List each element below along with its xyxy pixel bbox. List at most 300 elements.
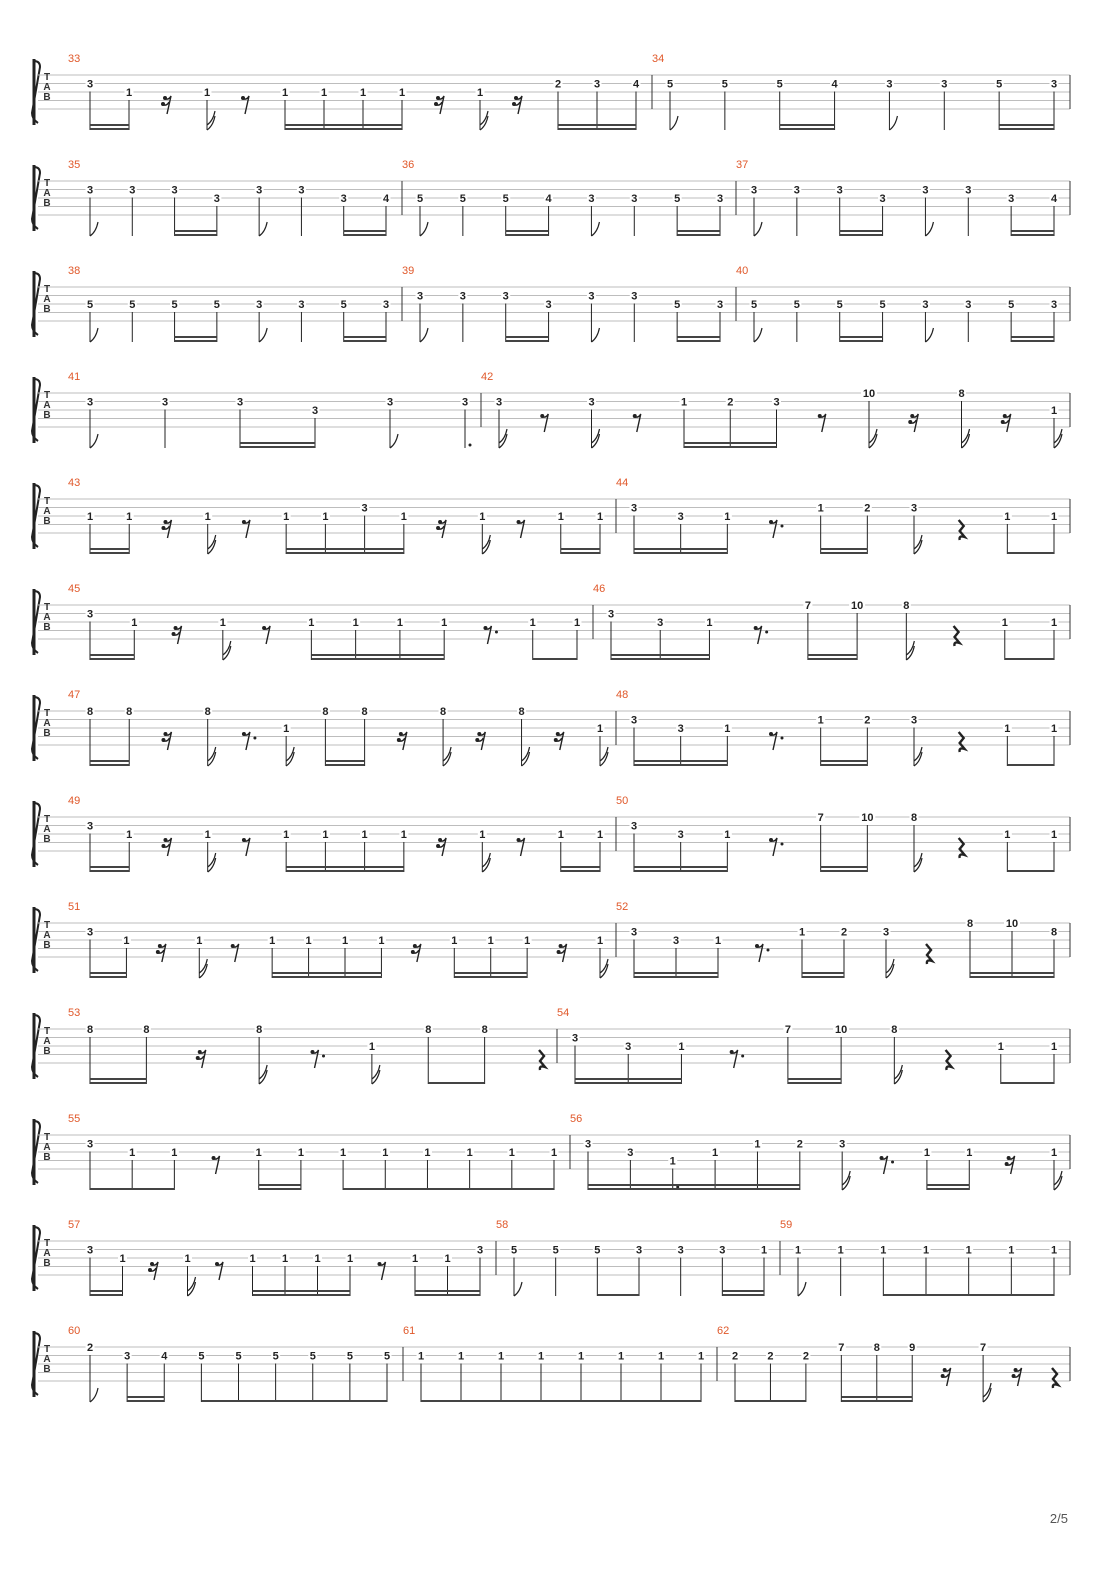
fret-number: 4: [382, 193, 390, 205]
fret-number: 1: [596, 935, 604, 947]
beam: [343, 1188, 554, 1190]
beam: [325, 760, 364, 762]
fret-number: 1: [322, 511, 329, 523]
beam: [286, 866, 404, 868]
beam: [840, 336, 883, 338]
fret-number: 1: [966, 1147, 973, 1159]
fret-number: 1: [596, 511, 604, 523]
fret-number: 1: [596, 829, 604, 841]
fret-number: 1: [305, 935, 312, 947]
beam: [684, 446, 777, 448]
fret-number: 3: [236, 396, 244, 409]
fret-number: 1: [320, 87, 328, 99]
fret-number: 1: [706, 617, 713, 629]
measure-number: 48: [616, 689, 629, 701]
fret-number: 3: [773, 396, 780, 409]
tab-clef-letter: T: [43, 602, 51, 613]
fret-number: 8: [1050, 926, 1058, 939]
fret-number: 3: [495, 396, 503, 409]
fret-number: 8: [425, 1024, 432, 1036]
beam: [285, 128, 402, 130]
tab-system: [32, 159, 1070, 236]
note-flag: [223, 646, 231, 660]
measure-number: 33: [68, 53, 81, 65]
fret-number: 5: [459, 193, 466, 205]
fret-number: 2: [864, 714, 871, 727]
fret-number: 2: [840, 926, 848, 939]
fret-number: 5: [721, 78, 728, 91]
fret-number: 1: [680, 396, 688, 409]
fret-number: 8: [910, 812, 918, 824]
tab-clef-letter: A: [43, 1142, 51, 1153]
beam: [90, 1082, 146, 1084]
note-flag: [208, 858, 216, 872]
measure-number: 61: [403, 1325, 416, 1337]
fret-number: 1: [524, 935, 531, 947]
fret-number: 3: [631, 193, 638, 205]
rest-symbol: [908, 414, 918, 432]
note-flag: [480, 116, 488, 130]
fret-number: 1: [1004, 829, 1011, 841]
measure-number: 40: [736, 265, 749, 277]
beam: [454, 972, 527, 974]
fret-number: 3: [836, 184, 843, 197]
rest-symbol: [959, 838, 965, 858]
tab-system: [32, 265, 1070, 342]
fret-number: 3: [386, 396, 394, 409]
fret-number: 8: [481, 1024, 488, 1036]
rest-symbol: [311, 1050, 326, 1068]
fret-number: 3: [588, 396, 595, 409]
beam: [821, 764, 868, 766]
fret-number: 1: [441, 617, 448, 629]
fret-number: 1: [417, 1350, 425, 1363]
fret-number: 2: [86, 1342, 94, 1354]
beam: [999, 128, 1054, 130]
fret-number: 8: [966, 918, 974, 930]
fret-number: 1: [131, 617, 138, 629]
fret-number: 4: [632, 78, 640, 91]
note-flag: [90, 1388, 98, 1402]
tab-system: [32, 1219, 1070, 1296]
rest-symbol: [436, 520, 446, 538]
measure-number: 43: [68, 477, 81, 489]
fret-number: 1: [400, 511, 407, 523]
beam: [90, 654, 134, 656]
beam: [90, 1078, 146, 1080]
fret-number: 1: [678, 1041, 685, 1053]
beam: [808, 654, 857, 656]
note-flag: [754, 222, 762, 236]
fret-number: 1: [529, 617, 536, 629]
note-flag: [914, 752, 922, 766]
fret-number: 1: [346, 1253, 354, 1265]
fret-number: 1: [487, 935, 494, 947]
rest-symbol: [959, 520, 965, 540]
fret-number: 1: [923, 1147, 930, 1159]
fret-number: 1: [368, 1041, 375, 1053]
tab-system: [32, 689, 1070, 766]
tab-system: [32, 371, 1070, 448]
rest-symbol: [262, 626, 270, 644]
fret-number: 1: [398, 87, 406, 99]
fret-number: 1: [129, 1147, 136, 1159]
fret-number: 3: [86, 926, 94, 939]
rest-symbol: [196, 1050, 206, 1068]
note-flag: [259, 1070, 267, 1084]
rest-symbol: [483, 626, 498, 644]
beam: [561, 866, 600, 868]
fret-number: 3: [750, 184, 758, 197]
tab-clef-letter: B: [43, 1364, 51, 1375]
fret-number: 1: [314, 1253, 321, 1265]
fret-number: 5: [309, 1350, 316, 1363]
beam: [677, 340, 720, 342]
beam: [127, 1400, 164, 1402]
fret-number: 5: [502, 193, 509, 205]
fret-number: 1: [400, 829, 407, 841]
note-flag: [842, 1176, 850, 1190]
beam: [90, 1294, 123, 1296]
rest-symbol: [517, 838, 525, 856]
fret-number: 3: [545, 299, 552, 311]
fret-number: 1: [171, 1147, 178, 1159]
fret-number: 7: [817, 812, 824, 824]
note-flag: [482, 858, 490, 872]
tab-clef-letter: B: [43, 304, 51, 315]
note-flag: [199, 964, 207, 978]
fret-number: 3: [584, 1138, 592, 1151]
tab-clef-letter: T: [43, 1238, 51, 1249]
beam: [175, 230, 217, 232]
fret-number: 1: [359, 87, 367, 99]
beam: [1011, 234, 1054, 236]
beam: [286, 548, 404, 550]
beam: [841, 1400, 912, 1402]
beam: [272, 972, 381, 974]
measure-number: 47: [68, 689, 81, 701]
fret-number: 5: [340, 299, 347, 311]
tab-system: [32, 1113, 1070, 1190]
beam: [286, 552, 404, 554]
fret-number: 1: [283, 511, 290, 523]
note-flag: [591, 328, 599, 342]
measure-number: 42: [481, 371, 494, 383]
fret-number: 7: [838, 1342, 845, 1354]
fret-number: 3: [625, 1041, 632, 1053]
fret-number: 8: [322, 706, 329, 718]
beam: [1007, 764, 1054, 766]
fret-number: 1: [86, 511, 94, 523]
fret-number: 8: [958, 388, 965, 400]
rest-symbol: [161, 520, 171, 538]
tab-clef-letter: T: [43, 284, 51, 295]
note-flag: [962, 434, 970, 448]
rest-symbol: [434, 96, 444, 114]
beam: [201, 1400, 387, 1402]
rest-symbol: [1052, 1368, 1058, 1388]
fret-number: 1: [255, 1147, 262, 1159]
measure-number: 55: [68, 1113, 81, 1125]
fret-number: 3: [879, 193, 886, 205]
tab-clef-letter: B: [43, 940, 51, 951]
fret-number: 1: [424, 1147, 431, 1159]
beam: [722, 1290, 764, 1292]
fret-number: 4: [831, 78, 838, 91]
fret-number: 8: [256, 1024, 263, 1036]
beam: [285, 124, 402, 126]
fret-number: 1: [1050, 405, 1058, 417]
fret-number: 1: [1050, 511, 1058, 523]
note-flag: [207, 116, 215, 130]
beam: [575, 1078, 681, 1080]
fret-number: 1: [249, 1253, 256, 1265]
rest-symbol: [1012, 1368, 1022, 1386]
beam: [611, 658, 709, 660]
beam: [970, 976, 1054, 978]
beam: [684, 442, 777, 444]
note-flag: [188, 1282, 196, 1296]
fret-number: 1: [196, 935, 203, 947]
beam: [90, 552, 129, 554]
tab-clef-letter: B: [43, 92, 51, 103]
rest-symbol: [818, 414, 826, 432]
beam: [597, 1294, 639, 1296]
beam: [634, 548, 727, 550]
beam: [841, 1396, 912, 1398]
beam: [788, 1082, 841, 1084]
fret-number: 1: [479, 829, 486, 841]
fret-number: 3: [630, 926, 638, 939]
fret-number: 3: [86, 1138, 94, 1151]
fret-number: 7: [784, 1024, 791, 1036]
fret-number: 3: [677, 829, 684, 841]
fret-number: 1: [340, 1147, 347, 1159]
rest-symbol: [397, 732, 407, 750]
fret-number: 5: [879, 299, 886, 311]
note-flag: [90, 434, 98, 448]
fret-number: 7: [804, 600, 811, 612]
dot: [469, 444, 472, 447]
fret-number: 3: [124, 1350, 131, 1363]
beam: [821, 552, 868, 554]
fret-number: 3: [910, 502, 918, 515]
beam: [788, 1078, 841, 1080]
fret-number: 1: [537, 1350, 545, 1363]
fret-number: 8: [126, 706, 133, 718]
fret-number: 8: [873, 1342, 880, 1354]
fret-number: 3: [86, 184, 94, 197]
note-flag: [670, 116, 678, 130]
fret-number: 1: [577, 1350, 585, 1363]
fret-number: 1: [557, 829, 564, 841]
tab-clef-letter: T: [43, 708, 51, 719]
rest-symbol: [959, 732, 965, 752]
fret-number: 2: [554, 78, 562, 91]
measure-number: 59: [780, 1219, 793, 1231]
rest-symbol: [540, 414, 548, 432]
measure-number: 57: [68, 1219, 81, 1231]
tab-clef-letter: A: [43, 1354, 51, 1365]
fret-number: 3: [256, 299, 263, 311]
rest-symbol: [242, 838, 250, 856]
fret-number: 1: [204, 829, 211, 841]
tab-clef-letter: T: [43, 1344, 51, 1355]
fret-number: 2: [796, 1138, 803, 1151]
beam: [344, 230, 386, 232]
fret-number: 1: [308, 617, 315, 629]
beam: [90, 764, 129, 766]
beam: [272, 976, 381, 978]
fret-number: 1: [269, 935, 276, 947]
fret-number: 1: [817, 714, 824, 727]
fret-number: 5: [1008, 299, 1015, 311]
measure-number: 49: [68, 795, 81, 807]
fret-number: 1: [281, 1253, 289, 1265]
note-flag: [754, 328, 762, 342]
measure-number: 36: [402, 159, 415, 171]
note-flag: [514, 1282, 522, 1296]
fret-number: 2: [802, 1350, 809, 1363]
beam: [240, 442, 315, 444]
beam: [821, 548, 868, 550]
beam: [558, 124, 636, 126]
fret-number: 3: [171, 184, 178, 197]
tab-system: [32, 583, 1070, 660]
rest-symbol: [880, 1156, 895, 1174]
fret-number: 3: [719, 1244, 726, 1257]
fret-number: 1: [1004, 723, 1011, 735]
measure-number: 45: [68, 583, 81, 595]
fret-number: 1: [837, 1244, 844, 1257]
beam: [90, 976, 126, 978]
tab-clef-letter: A: [43, 718, 51, 729]
beam: [561, 870, 600, 872]
fret-number: 3: [922, 299, 929, 311]
tab-clef-letter: T: [43, 390, 51, 401]
tab-clef-letter: A: [43, 930, 51, 941]
measure-number: 35: [68, 159, 81, 171]
beam: [588, 1188, 800, 1190]
fret-number: 7: [980, 1342, 987, 1354]
fret-number: 5: [836, 299, 843, 311]
fret-number: 3: [716, 299, 724, 311]
rest-symbol: [241, 96, 249, 114]
beam: [175, 340, 217, 342]
tab-system: [32, 1007, 1070, 1084]
beam: [677, 230, 720, 232]
beam: [90, 870, 129, 872]
fret-number: 5: [198, 1350, 205, 1363]
beam: [840, 340, 883, 342]
fret-number: 5: [674, 299, 681, 311]
beam: [240, 446, 315, 448]
beam: [634, 760, 727, 762]
beam: [677, 336, 720, 338]
fret-number: 3: [361, 502, 368, 515]
fret-number: 1: [697, 1350, 705, 1363]
note-flag: [591, 222, 599, 236]
fret-number: 8: [143, 1024, 150, 1036]
beam: [90, 128, 129, 130]
fret-number: 1: [119, 1253, 126, 1265]
fret-number: 1: [283, 829, 290, 841]
beam: [1001, 1082, 1054, 1084]
fret-number: 8: [361, 706, 368, 718]
beam: [927, 1184, 969, 1186]
note-flag: [914, 858, 922, 872]
note-flag: [208, 752, 216, 766]
tab-clef-letter: T: [43, 72, 51, 83]
beam: [883, 1294, 1054, 1296]
note-flag: [983, 1388, 991, 1402]
beam: [90, 972, 126, 974]
fret-number: 4: [545, 193, 552, 205]
beam: [1007, 870, 1054, 872]
note-flag: [894, 1070, 902, 1084]
fret-number: 1: [396, 617, 403, 629]
fret-number: 8: [518, 706, 525, 718]
beam: [311, 654, 444, 656]
rest-symbol: [946, 1050, 952, 1070]
fret-number: 1: [965, 1244, 972, 1257]
fret-number: 9: [909, 1342, 916, 1354]
fret-number: 1: [997, 1041, 1004, 1053]
fret-number: 3: [941, 78, 948, 91]
rest-symbol: [512, 96, 522, 114]
measure-number: 56: [570, 1113, 583, 1125]
beam: [325, 764, 364, 766]
rest-symbol: [754, 626, 769, 644]
measure-number: 44: [616, 477, 629, 489]
fret-number: 1: [204, 511, 211, 523]
fret-number: 10: [862, 388, 876, 400]
note-flag: [869, 434, 877, 448]
fret-number: 8: [86, 1024, 94, 1036]
tab-clef-letter: A: [43, 400, 51, 411]
beam: [634, 764, 727, 766]
beam: [821, 870, 868, 872]
rest-symbol: [436, 838, 446, 856]
page-number: 2/5: [1049, 1511, 1068, 1526]
fret-number: 1: [352, 617, 359, 629]
fret-number: 3: [1008, 193, 1015, 205]
note-flag: [798, 1282, 806, 1296]
fret-number: 1: [281, 87, 289, 99]
fret-number: 1: [1050, 1244, 1058, 1257]
beam: [286, 870, 404, 872]
fret-number: 3: [677, 723, 684, 735]
fret-number: 1: [125, 87, 133, 99]
beam: [634, 552, 727, 554]
beam: [561, 552, 600, 554]
fret-number: 1: [451, 935, 458, 947]
fret-number: 3: [129, 184, 136, 197]
beam: [90, 866, 129, 868]
fret-number: 1: [760, 1244, 768, 1257]
rest-symbol: [242, 732, 257, 750]
fret-number: 1: [557, 511, 564, 523]
fret-number: 3: [630, 820, 638, 833]
beam: [90, 1188, 174, 1190]
fret-number: 5: [129, 299, 136, 311]
beam: [575, 1082, 681, 1084]
fret-number: 8: [903, 600, 910, 612]
beam: [821, 866, 868, 868]
measure-number: 34: [652, 53, 665, 65]
beam: [634, 972, 718, 974]
tab-clef-letter: B: [43, 516, 51, 527]
